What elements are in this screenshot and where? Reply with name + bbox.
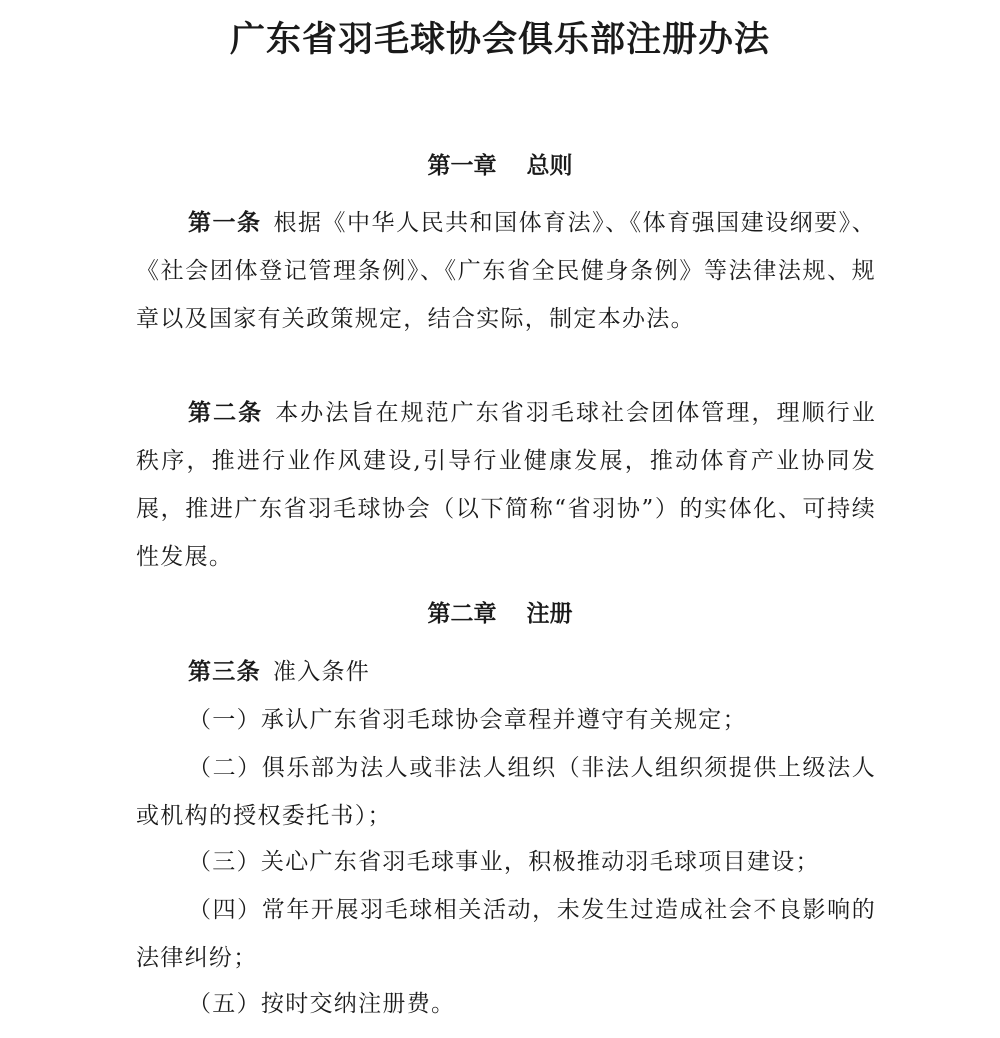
- article-3-text: 准入条件: [272, 659, 371, 685]
- chapter-2-name: 注册: [526, 601, 573, 627]
- article-3-label: 第三条: [188, 659, 261, 685]
- list-item: （二）俱乐部为法人或非法人组织（非法人组织须提供上级法人或机构的授权委托书）；: [136, 755, 876, 829]
- article-1-label: 第一条: [188, 210, 262, 236]
- chapter-1-name: 总则: [526, 153, 573, 179]
- chapter-2-heading: [0, 594, 1000, 634]
- list-item: （三）关心广东省羽毛球事业，积极推动羽毛球项目建设；: [188, 849, 820, 875]
- chapter-1-number: 第一章: [427, 153, 497, 179]
- article-1: [136, 199, 876, 343]
- list-item: （五）按时交纳注册费。: [188, 991, 456, 1017]
- chapter-1-heading: [0, 146, 1000, 186]
- document-title: 广东省羽毛球协会俱乐部注册办法: [229, 20, 770, 60]
- article-3: [136, 648, 876, 696]
- article-2: [136, 389, 876, 581]
- article-1-text: 根据《中华人民共和国体育法》、《体育强国建设纲要》、《社会团体登记管理条例》、《广东省全民健身条例》等法律法规、规章以及国家有关政策规定，结合实际，制定本办法。: [136, 210, 876, 332]
- article-2-label: 第二条: [188, 400, 264, 426]
- list-item: （一）承认广东省羽毛球协会章程并遵守有关规定；: [188, 707, 747, 733]
- list-item: （四）常年开展羽毛球相关活动，未发生过造成社会不良影响的法律纠纷；: [136, 897, 876, 971]
- chapter-2-number: 第二章: [427, 601, 497, 627]
- article-2-text: 本办法旨在规范广东省羽毛球社会团体管理，理顺行业秩序，推进行业作风建设,引导行业健康发展，推动体育产业协同发展，推进广东省羽毛球协会（以下简称“省羽协”）的实体化、可持续性发展。: [136, 400, 876, 570]
